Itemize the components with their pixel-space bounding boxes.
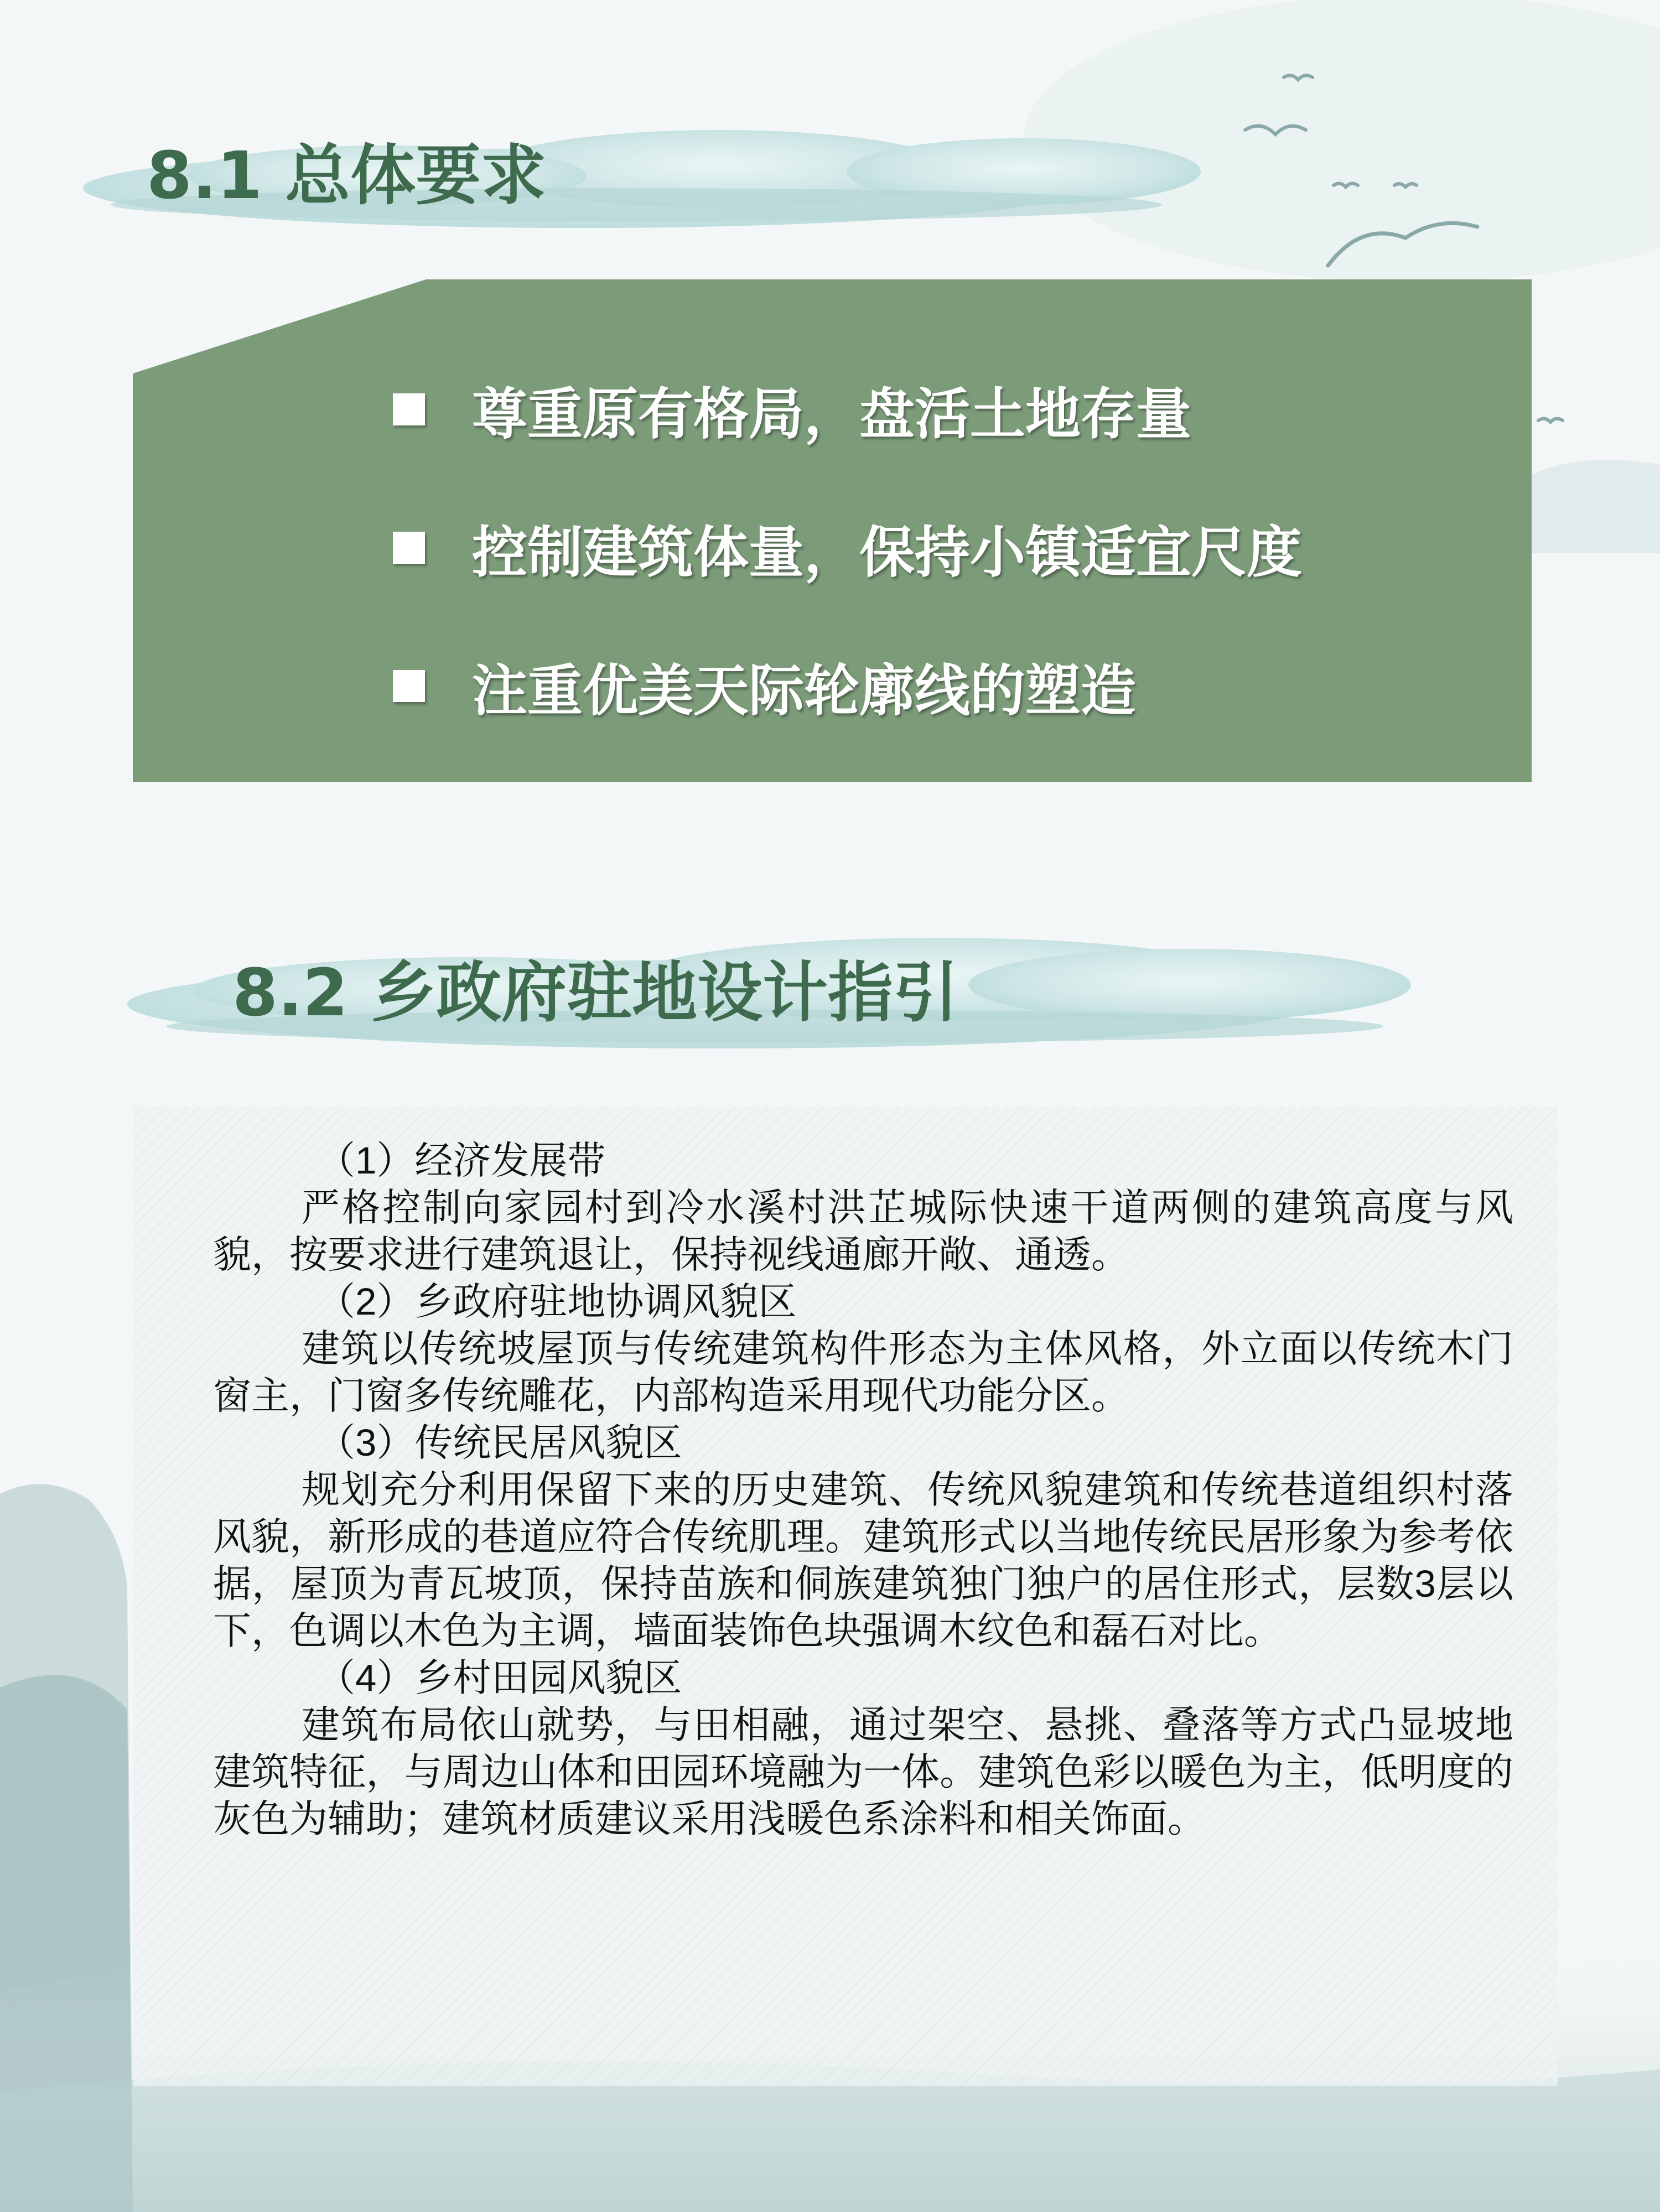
list-item (393, 479, 1302, 617)
requirements-list (393, 340, 1302, 755)
list-item (393, 617, 1302, 755)
item-paragraph: 建筑布局依山就势，与田相融，通过架空、悬挑、叠落等方式凸显坡地建筑特征，与周边山体和田园环境融为一体。建筑色彩以暖色为主，低明度的灰色为辅助；建筑材质建议采用浅暖色系涂料和相关饰面。 (213, 1704, 1513, 1840)
square-bullet-icon (393, 532, 425, 564)
item-subtitle: （4）乡村田园风貌区 (317, 1657, 682, 1699)
item-subtitle: （2）乡政府驻地协调风貌区 (317, 1280, 797, 1323)
bullet-text: 尊重原有格局，盘活土地存量 (472, 382, 1191, 446)
bullet-text: 控制建筑体量，保持小镇适宜尺度 (472, 520, 1302, 585)
square-bullet-icon (393, 393, 425, 425)
item-subtitle: （1）经济发展带 (317, 1139, 606, 1182)
section-2-heading: 8.2 乡政府驻地设计指引 (232, 954, 959, 1031)
guidelines-text (213, 1137, 1513, 1842)
item-paragraph: 严格控制向家园村到冷水溪村洪芷城际快速干道两侧的建筑高度与风貌，按要求进行建筑退让，保持视线通廊开敞、通透。 (213, 1186, 1513, 1276)
section-1-heading: 8.1 总体要求 (147, 137, 547, 214)
item-paragraph: 建筑以传统坡屋顶与传统建筑构件形态为主体风格，外立面以传统木门窗主，门窗多传统雕花，内部构造采用现代功能分区。 (213, 1327, 1513, 1417)
bullet-text: 注重优美天际轮廓线的塑造 (472, 658, 1136, 723)
item-paragraph: 规划充分利用保留下来的历史建筑、传统风貌建筑和传统巷道组织村落风貌，新形成的巷道应符合传统肌理。建筑形式以当地传统民居形象为参考依据，屋顶为青瓦坡顶，保持苗族和侗族建筑独门独户的居住形式，层数3层以下，色调以木色为主调，墙面装饰色块强调木纹色和磊石对比。 (213, 1468, 1513, 1652)
list-item (393, 340, 1302, 479)
item-subtitle: （3）传统民居风貌区 (317, 1421, 682, 1464)
square-bullet-icon (393, 670, 425, 702)
